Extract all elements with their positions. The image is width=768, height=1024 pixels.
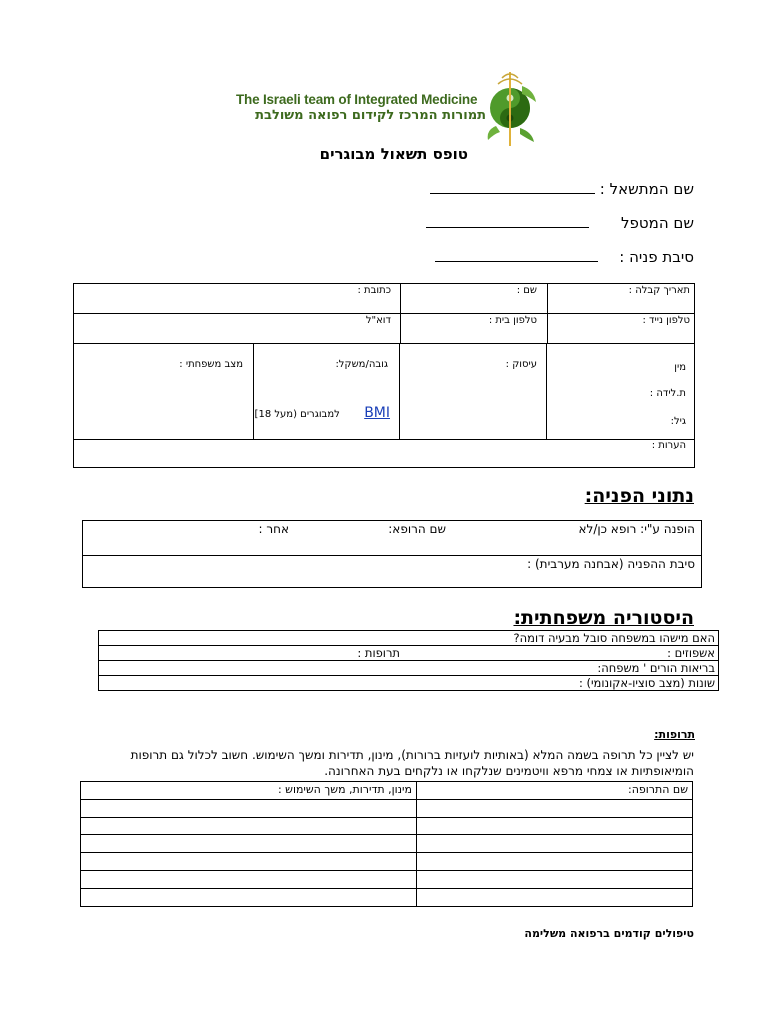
table-row[interactable] (81, 853, 692, 871)
therapist-name-input[interactable] (426, 227, 589, 228)
visit-reason-field (440, 248, 694, 266)
logo-hebrew-text: תמורות המרכז לקידום רפואה משולבת (255, 108, 486, 123)
referred-by-label: הופנה ע"י: רופא כן/לא (578, 522, 695, 536)
previous-treatments-title: טיפולים קודמים ברפואה משלימה (524, 927, 694, 940)
medication-name-header: שם התרופה: (628, 783, 688, 796)
logo-english-text: The Israeli team of Integrated Medicine (236, 92, 478, 107)
bmi-label (255, 405, 390, 421)
address-label: כתובת : (357, 285, 391, 296)
medication-dosage-header: מינון, תדירות, משך השימוש : (277, 783, 412, 796)
bmi-prefix-text: למבוגרים (מעל 18] (254, 409, 340, 420)
hospitalizations-label: אשפוזים : (667, 646, 715, 660)
similar-problem-label: האם מישהו במשפחה סובל מבעיה דומה? (513, 631, 715, 645)
therapist-name-field (434, 214, 694, 232)
height-weight-label: גובה/משקל: (335, 359, 388, 370)
mobile-phone-cell[interactable] (548, 314, 694, 343)
address-cell[interactable] (74, 284, 400, 313)
interviewer-name-field (432, 180, 694, 198)
age-label: גיל: (670, 416, 686, 427)
family-history-section-title: היסטוריה משפחתית: (513, 607, 694, 629)
intake-date-cell[interactable] (548, 284, 694, 313)
form-title: טופס תשאול מבוגרים (319, 145, 468, 163)
name-label: שם : (516, 285, 537, 296)
therapist-name-label: שם המטפל (621, 214, 694, 232)
home-phone-cell[interactable] (401, 314, 547, 343)
family-history-row[interactable] (99, 646, 718, 661)
mobile-phone-label: טלפון נייד : (642, 315, 690, 326)
table-row[interactable] (81, 835, 692, 853)
interviewer-name-input[interactable] (430, 193, 595, 194)
logo-emblem-icon (484, 68, 540, 148)
medications-table (80, 781, 693, 907)
visit-reason-input[interactable] (435, 261, 598, 262)
notes-cell[interactable] (74, 440, 694, 468)
intake-date-label: תאריך קבלה : (628, 285, 690, 296)
medications-header-row (81, 782, 692, 800)
socioeconomic-label: שונות (מצב סוציו-אקונומי) : (578, 676, 715, 690)
doctor-name-label: שם הרופא: (388, 522, 446, 536)
name-cell[interactable] (401, 284, 547, 313)
visit-reason-label: סיבת פניה : (619, 248, 694, 266)
medications-section-title: תרופות: (654, 728, 695, 741)
bmi-link[interactable]: BMI (364, 405, 390, 421)
interviewer-name-label: שם המתשאל : (599, 180, 694, 198)
medications-description: יש לציין כל תרופה בשמה המלא (באותיות לועזיות ברורות), מינון, תדירות ומשך השימוש. חשוב לכלול גם תרופות הומיאופתיות או צמחי מרפא וויטמינים שנלקחו או נלקחים בעת האחרונה. (130, 748, 694, 778)
email-label: דוא"ל (365, 315, 391, 326)
patient-info-table (73, 283, 695, 468)
email-cell[interactable] (74, 314, 400, 343)
birth-date-label: ת.לידה : (649, 388, 686, 399)
marital-status-label: מצב משפחתי : (179, 359, 243, 370)
medications-inline-label: תרופות : (357, 646, 400, 660)
table-row[interactable] (81, 818, 692, 836)
other-referrer-label: אחר : (258, 522, 289, 536)
referral-reason-label: סיבת ההפניה (אבחנה מערבית) : (527, 557, 695, 571)
sex-label: מין (674, 362, 686, 373)
table-row[interactable] (81, 871, 692, 889)
occupation-label: עיסוק : (505, 359, 537, 370)
family-history-table (98, 630, 719, 691)
table-row[interactable] (81, 889, 692, 907)
family-history-row[interactable] (99, 631, 718, 646)
family-history-row[interactable] (99, 661, 718, 676)
family-history-row[interactable] (99, 676, 718, 691)
referral-section-title: נתוני הפניה: (584, 485, 694, 507)
referral-table (82, 520, 702, 588)
notes-label: הערות : (651, 440, 686, 451)
table-row[interactable] (81, 800, 692, 818)
home-phone-label: טלפון בית : (488, 315, 537, 326)
parents-health-label: בריאות הורים ' משפחה: (597, 661, 715, 675)
